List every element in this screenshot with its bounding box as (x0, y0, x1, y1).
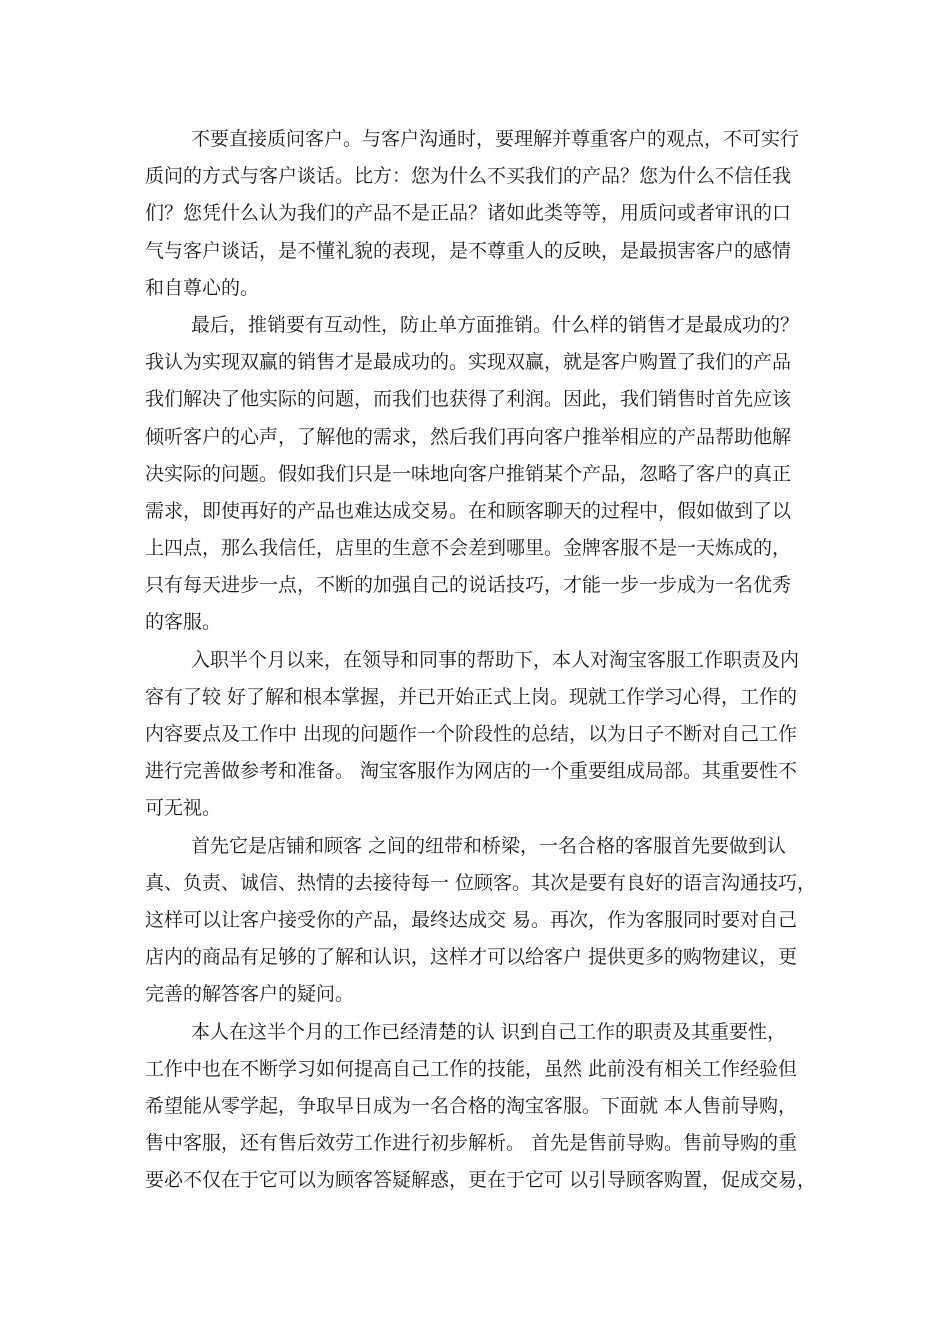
paragraph-4 (145, 828, 817, 1014)
paragraph-2 (145, 307, 813, 642)
text-line: 可无视。 (145, 797, 222, 820)
text-line: 完善的解答客户的疑问。 (145, 983, 355, 1006)
text-line: 进行完善做参考和准备。 淘宝客服作为网店的一个重要组成局部。其重要性不 (145, 760, 798, 783)
text-line: 首先它是店铺和顾客 之间的纽带和桥梁，一名合格的客服首先要做到认 (191, 834, 787, 857)
text-line: 上四点，那么我信任，店里的生意不会差到哪里。金牌客服不是一天炼成的， (145, 537, 792, 560)
text-line: 的客服。 (145, 611, 222, 634)
text-line: 只有每天进步一点，不断的加强自己的说话技巧，才能一步一步成为一名优秀 (145, 574, 792, 597)
text-line: 我们解决了他实际的问题，而我们也获得了利润。因此，我们销售时首先应该 (145, 388, 792, 411)
text-line: 店内的商品有足够的了解和认识，这样才可以给客户 提供更多的购物建议，更 (145, 946, 798, 969)
text-line: 容有了较 好了解和根本掌握，并已开始正式上岗。现就工作学习心得，工作的 (145, 685, 798, 708)
text-line: 决实际的问题。假如我们只是一味地向客户推销某个产品，忽略了客户的真正 (145, 462, 792, 485)
text-line: 要必不仅在于它可以为顾客答疑解惑，更在于它可 以引导顾客购置，促成交易， (145, 1169, 817, 1192)
text-line: 售中客服，还有售后效劳工作进行初步解析。 首先是售前导购。售前导购的重 (145, 1132, 798, 1155)
text-line: 需求，即使再好的产品也难达成交易。在和顾客聊天的过程中，假如做到了以 (145, 499, 792, 522)
text-line: 我认为实现双赢的销售才是最成功的。实现双赢，就是客户购置了我们的产品 (145, 351, 792, 374)
text-line: 这样可以让客户接受你的产品，最终达成交 易。再次，作为客服同时要对自己 (145, 908, 798, 931)
text-line: 希望能从零学起，争取早日成为一名合格的淘宝客服。下面就 本人售前导购， (145, 1094, 798, 1117)
document-body (145, 121, 817, 1199)
text-line: 和自尊心的。 (145, 276, 260, 299)
text-line: 们？您凭什么认为我们的产品不是正品？诸如此类等等，用质问或者审讯的口 (145, 202, 792, 225)
text-line: 最后，推销要有互动性，防止单方面推销。什么样的销售才是最成功的？ (191, 313, 800, 336)
text-line: 不要直接质问客户。与客户沟通时，要理解并尊重客户的观点，不可实行 (191, 128, 800, 150)
text-line: 倾听客户的心声，了解他的需求，然后我们再向客户推举相应的产品帮助他解 (145, 425, 792, 448)
text-line: 真、负责、诚信、热情的去接待每一 位顾客。其次是要有良好的语言沟通技巧， (145, 871, 817, 894)
text-line: 内容要点及工作中 出现的问题作一个阶段性的总结，以为日子不断对自己工作 (145, 723, 798, 745)
paragraph-5 (145, 1014, 817, 1200)
text-line: 入职半个月以来，在领导和同事的帮助下，本人对淘宝客服工作职责及内 (191, 648, 800, 671)
text-line: 工作中也在不断学习如何提高自己工作的技能，虽然 此前没有相关工作经验但 (145, 1057, 798, 1080)
paragraph-3 (145, 642, 813, 828)
text-line: 气与客户谈话，是不懂礼貌的表现，是不尊重人的反映，是最损害客户的感情 (145, 239, 792, 262)
text-line: 质问的方式与客户谈话。比方：您为什么不买我们的产品？您为什么不信任我 (145, 165, 792, 188)
paragraph-1 (145, 121, 813, 307)
text-line: 本人在这半个月的工作已经清楚的认 识到自己工作的职责及其重要性， (191, 1020, 787, 1043)
